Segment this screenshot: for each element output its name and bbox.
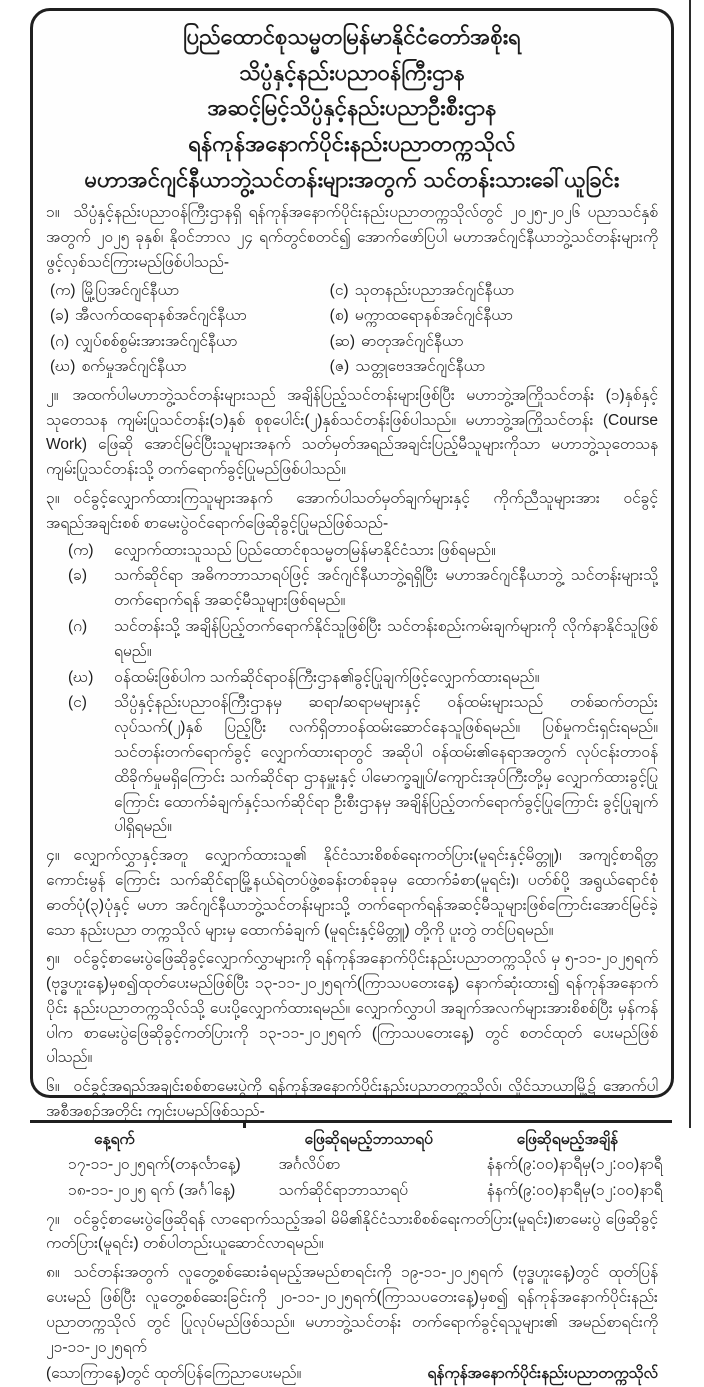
- program-label: (ဃ): [50, 358, 76, 376]
- program-item: [50, 354, 330, 380]
- program-label: (င): [329, 281, 349, 299]
- paragraph-5-text: ဝင်ခွင့်စာမေးပွဲဖြေဆိုခွင့်လျှောက်လွှာများကို ရန်ကုန်အနောက်ပိုင်းနည်းပညာတက္ကသိုလ် မှ ၅-၁၁-၂၀၂၅ရက် (ဗုဒ္ဓဟူးနေ့)မှစ၍ထုတ်ပေးမည်ဖြစ်ပြီး ၁၃-၁၁-၂၀၂၅ရက်(ကြာသပတေးနေ့) နောက်ဆုံးထား၍ ရန်ကုန်အနောက်ပိုင်း နည်းပညာတက္ကသိုလ်သို့ ပေးပို့လျှောက်ထားရမည်။ လျှောက်လွှာပါ အချက်အလက်များအားစိစစ်ပြီး မှန်ကန်ပါက စာမေးပွဲဖြေဆိုခွင့်ကတ်ပြားကို ၁၃-၁၁-၂၀၂၅ရက် (ကြာသပတေးနေ့) တွင် စတင်ထုတ် ပေးမည်ဖြစ်ပါသည်။: [46, 950, 658, 1067]
- paragraph-1-text: သိပ္ပံနှင့်နည်းပညာဝန်ကြီးဌာနရှိ ရန်ကုန်အနောက်ပိုင်းနည်းပညာတက္ကသိုလ်တွင် ၂၀၂၅-၂၀၂၆ ပညာသင်နှစ် အတွက် ၂၀၂၅ ခုနှစ်၊ နိုဝင်ဘာလ ၂၄ ရက်တွင်စတင်၍ အောက်ဖော်ပြပါ မဟာအင်ဂျင်နီယာဘွဲ့သင်တန်းများကို ဖွင့်လှစ်သင်ကြားမည်ဖြစ်ပါသည်-: [46, 204, 658, 271]
- paragraph-6-text: ဝင်ခွင့်အရည်အချင်းစစ်စာမေးပွဲကို ရန်ကုန်အနောက်ပိုင်းနည်းပညာတက္ကသိုလ်၊ လှိုင်သာယာမြို့၌ အောက်ပါ အစီအစဉ်အတိုင်း ကျင်းပမည်ဖြစ်သည်-: [46, 1078, 658, 1121]
- paragraph-2: [46, 384, 658, 483]
- exam-subject-cell: သက်ဆိုင်ရာဘာသာရပ်: [278, 1182, 408, 1199]
- paragraph-8-text-end: (သောကြာနေ့)တွင် ထုတ်ပြန်ကြေညာပေးမည်။: [46, 1365, 302, 1383]
- condition-item: [68, 539, 658, 564]
- header-department-line: အဆင့်မြင့်သိပ္ပံနှင့်နည်းပညာဦးစီးဌာန: [207, 95, 497, 121]
- condition-label: (ခ): [68, 567, 88, 585]
- paragraph-3-text: ဝင်ခွင့်လျှောက်ထားကြသူများအနက် အောက်ပါသတ်မှတ်ချက်များနှင့် ကိုက်ညီသူများအား ဝင်ခွင့်အရည်အချင်းစစ် စာမေးပွဲဝင်ရောက်ဖြေဆိုခွင့်ပြုမည်ဖြစ်သည်-: [46, 489, 658, 532]
- program-label: (ဆ): [329, 332, 355, 350]
- next-article-top-border: [30, 1120, 672, 1123]
- paragraph-4-text: လျှောက်လွှာနှင့်အတူ လျှောက်ထားသူ၏ နိုင်ငံသားစိစစ်ရေးကတ်ပြား(မူရင်းနှင့်မိတ္တူ)၊ အကျင့်စာရိတ္တ ကောင်းမွန် ကြောင်း သက်ဆိုင်ရာမြို့နယ်ရဲတပ်ဖွဲ့စခန်းတစ်ခုခုမှ ထောက်ခံစာ(မူရင်း)၊ ပတ်စ်ပို့ အရွယ်ရောင်စုံဓာတ်ပုံ(၃)ပုံနှင့် မဟာ အင်ဂျင်နီယာဘွဲ့သင်တန်းများသို့ တက်ရောက်ရန်အဆင့်မီသူများဖြစ်ကြောင်းအောင်မြင်ခဲ့သော နည်းပညာ တက္ကသိုလ် များမှ ထောက်ခံချက် (မူရင်းနှင့်မိတ္တူ) တို့ကို ပူးတွဲ တင်ပြရမည်။: [46, 847, 658, 939]
- condition-item: [68, 615, 658, 665]
- issuing-university-signature: ရန်ကုန်အနောက်ပိုင်းနည်းပညာတက္ကသိုလ်: [427, 1365, 658, 1383]
- program-label: (ဇ): [329, 358, 350, 376]
- paragraph-5-number: ၅။: [46, 950, 60, 968]
- condition-label: (ဃ): [68, 668, 94, 686]
- paragraph-5: [46, 947, 658, 1071]
- paragraph-2-text: အထက်ပါမဟာဘွဲ့သင်တန်းများသည် အချိန်ပြည့်သင်တန်းများဖြစ်ပြီး မဟာဘွဲ့အကြိုသင်တန်း (၁)နှစ်နှင့် သုတေသန ကျမ်းပြုသင်တန်း(၁)နှစ် စုစုပေါင်း(၂)နှစ်သင်တန်းဖြစ်ပါသည်။ မဟာဘွဲ့အကြိုသင်တန်း (Course Work) ဖြေဆို အောင်မြင်ပြီးသူများအနက် သတ်မှတ်အရည်အချင်းပြည့်မီသူများကိုသာ မဟာဘွဲ့သုတေသနကျမ်းပြုသင်တန်းသို့ တက်ရောက်ခွင့်ပြုမည်ဖြစ်ပါသည်။: [46, 386, 658, 479]
- paragraph-8-number: ၈။: [46, 1264, 60, 1282]
- paragraph-3: [46, 487, 658, 537]
- program-name: မြို့ပြအင်ဂျင်နီယာ: [81, 281, 179, 299]
- paragraph-8-text: သင်တန်းအတွက် လူတွေ့စစ်ဆေးခံရမည့်အမည်စာရင်းကို ၁၉-၁၁-၂၀၂၅ရက် (ဗုဒ္ဓဟူးနေ့)တွင် ထုတ်ပြန်ပေးမည် ဖြစ်ပြီး လူတွေ့စစ်ဆေးခြင်းကို ၂၀-၁၁-၂၀၂၅ရက်(ကြာသပတေးနေ့)မှစ၍ ရန်ကုန်အနောက်ပိုင်းနည်းပညာတက္ကသိုလ် တွင် ပြုလုပ်မည်ဖြစ်သည်။ မဟာဘွဲ့သင်တန်း တက်ရောက်ခွင့်ရသူများ၏ အမည်စာရင်းကို ၂၁-၁၁-၂၀၂၅ရက်: [46, 1264, 658, 1356]
- paragraph-1-number: ၁။: [46, 204, 60, 222]
- program-label: (စ): [329, 307, 349, 325]
- program-item: [50, 278, 330, 304]
- program-label: (ဂ): [50, 332, 70, 350]
- header-announcement-title: မဟာအင်ဂျင်နီယာဘွဲ့သင်တန်းများအတွက် သင်တန်းသားခေါ်ယူခြင်း: [84, 166, 620, 192]
- program-item: [330, 329, 658, 355]
- paragraph-7: [46, 1208, 658, 1258]
- program-name: စက်မှုအင်ဂျင်နီယာ: [81, 358, 187, 376]
- paragraph-7-text: ဝင်ခွင့်စာမေးပွဲဖြေဆိုရန် လာရောက်သည့်အခါ မိမိ၏နိုင်ငံသားစိစစ်ရေးကတ်ပြား(မူရင်း)၊စာမေးပွဲ ဖြေဆိုခွင့် ကတ်ပြား(မူရင်း) တစ်ပါတည်းယူဆောင်လာရမည်။: [46, 1210, 658, 1253]
- paragraph-6-number: ၆။: [46, 1078, 60, 1096]
- program-name: လျှပ်စစ်စွမ်းအားအင်ဂျင်နီယာ: [75, 332, 238, 350]
- program-name: သုတနည်းပညာအင်ဂျင်နီယာ: [354, 281, 514, 299]
- paragraph-1: [46, 201, 658, 275]
- condition-item: [68, 564, 658, 614]
- program-item: [330, 354, 658, 380]
- exam-date-cell: ၁၇-၁၁-၂၀၂၅ရက်(တနင်္လာနေ့): [68, 1156, 241, 1174]
- program-item: [330, 278, 658, 304]
- exam-time-cell: နံနက်(၉:၀၀)နာရီမှ(၁၂:၀၀)နာရီ: [486, 1156, 663, 1174]
- condition-text: သင်တန်းသို့ အချိန်ပြည့်တက်ရောက်နိုင်သူဖြစ်ပြီး သင်တန်းစည်းကမ်းချက်များကို လိုက်နာနိုင်သူဖြစ်ရမည်။: [114, 617, 658, 660]
- document-header: [46, 19, 658, 197]
- program-name: မက္ကာထရောနစ်အင်ဂျင်နီယာ: [354, 307, 513, 325]
- exam-date-cell: ၁၈-၁၁-၂၀၂၅ ရက် (အင်္ဂါနေ့): [68, 1182, 236, 1199]
- paragraph-3-number: ၃။: [46, 489, 60, 507]
- newspaper-column-divider: [689, 0, 691, 1128]
- header-university-line: ရန်ကုန်အနောက်ပိုင်းနည်းပညာတက္ကသိုလ်: [188, 130, 516, 156]
- condition-text: လျှောက်ထားသူသည် ပြည်ထောင်စုသမ္မတမြန်မာနိုင်ငံသား ဖြစ်ရမည်။: [114, 541, 496, 559]
- condition-label: (က): [68, 541, 94, 559]
- paragraph-4: [46, 844, 658, 943]
- program-item: [50, 329, 330, 355]
- program-label: (က): [50, 281, 76, 299]
- paragraph-2-number: ၂။: [46, 386, 59, 404]
- condition-text: ဝန်ထမ်းဖြစ်ပါက သက်ဆိုင်ရာဝန်ကြီးဌာန၏ခွင့်ပြုချက်ဖြင့်လျှောက်ထားရမည်။: [114, 668, 540, 686]
- header-government-line: ပြည်ထောင်စုသမ္မတမြန်မာနိုင်ငံတော်အစိုးရ: [183, 24, 521, 49]
- exam-table-header-date: နေ့ရက်: [94, 1130, 135, 1148]
- program-name: အီလက်ထရောနစ်အင်ဂျင်နီယာ: [75, 307, 247, 325]
- program-list: [50, 278, 658, 380]
- exam-table-row: [46, 1178, 663, 1204]
- exam-time-cell: နံနက်(၉:၀၀)နာရီမှ(၁၂:၀၀)နာရီ: [486, 1182, 663, 1199]
- header-ministry-line: သိပ္ပံနှင့်နည်းပညာဝန်ကြီးဌာန: [239, 59, 465, 85]
- paragraph-4-number: ၄။: [46, 847, 60, 865]
- condition-text: သက်ဆိုင်ရာ အဓိကဘာသာရပ်ဖြင့် အင်ဂျင်နီယာဘွဲ့ရရှိပြီး မဟာအင်ဂျင်နီယာဘွဲ့ သင်တန်းများသို့ တက်ရောက်ရန် အဆင့်မီသူများဖြစ်ရမည်။: [114, 567, 658, 610]
- paragraph-7-number: ၇။: [46, 1210, 60, 1228]
- paragraph-6: [46, 1075, 658, 1125]
- condition-item: [68, 691, 658, 840]
- next-article-column-tick: [243, 1120, 246, 1128]
- paragraph-8: [46, 1261, 658, 1360]
- program-label: (ခ): [50, 307, 70, 325]
- closing-row: [46, 1362, 658, 1387]
- exam-subject-cell: အင်္ဂလိပ်စာ: [278, 1156, 341, 1174]
- program-name: သတ္တုဗေဒအင်ဂျင်နီယာ: [355, 358, 486, 376]
- exam-schedule-table: [46, 1127, 663, 1204]
- program-name: ဓာတုအင်ဂျင်နီယာ: [360, 332, 464, 350]
- exam-table-header-subject: ဖြေဆိုရမည့်ဘာသာရပ်: [304, 1130, 433, 1148]
- condition-text: သိပ္ပံနှင့်နည်းပညာဝန်ကြီးဌာနမှ ဆရာ/ဆရာမများနှင့် ဝန်ထမ်းများသည် တစ်ဆက်တည်းလုပ်သက်(၂)နှစ် ပြည့်ပြီး လက်ရှိတာဝန်ထမ်းဆောင်နေသူဖြစ်ရမည်။ ပြစ်မှုကင်းရှင်းရမည်။ သင်တန်းတက်ရောက်ခွင့် လျှောက်ထားရာတွင် အဆိုပါ ဝန်ထမ်း၏နေရာအတွက် လုပ်ငန်းတာဝန်ထိခိုက်မှုမရှိကြောင်း သက်ဆိုင်ရာ ဌာနမှူးနှင့် ပါမောက္ခချုပ်/ကျောင်းအုပ်ကြီးတို့မှ လျှောက်ထားခွင့်ပြုကြောင်း ထောက်ခံချက်နှင့်သက်ဆိုင်ရာ ဦးစီးဌာနမှ အချိန်ပြည့်တက်ရောက်ခွင့်ပြုကြောင်း ခွင့်ပြုချက်ပါရှိရမည်။: [114, 694, 658, 836]
- condition-label: (င): [68, 694, 87, 712]
- exam-table-header-row: [46, 1127, 658, 1153]
- exam-table-header-time: ဖြေဆိုရမည့်အချိန်: [516, 1130, 618, 1148]
- announcement-box: [30, 8, 674, 1383]
- condition-label: (ဂ): [68, 617, 88, 635]
- condition-list: [68, 539, 658, 841]
- program-item: [330, 303, 658, 329]
- condition-item: [68, 666, 658, 691]
- document-body: [46, 201, 663, 1387]
- exam-table-row: [46, 1152, 663, 1178]
- program-item: [50, 303, 330, 329]
